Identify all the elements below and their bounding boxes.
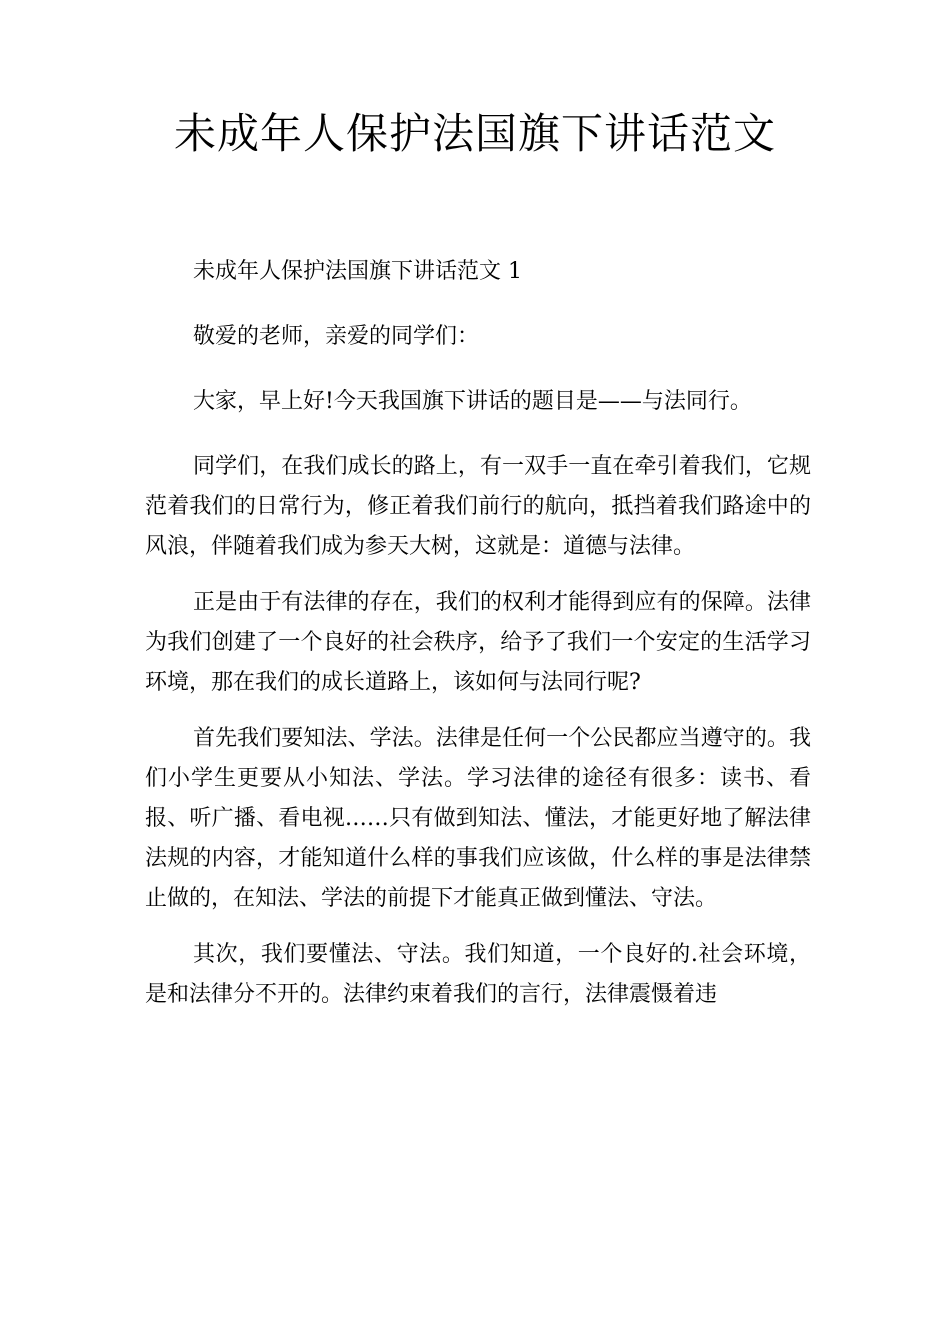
paragraph-greeting: 敬爱的老师，亲爱的同学们： bbox=[193, 324, 480, 349]
paragraph-body: 首先我们要知法、学法。法律是任何一个公民都应当遵守的。我们小学生更要从小知法、学法。学习法律的途径有很多：读书、看报、听广播、看电视……只有做到知法、懂法，才能更好地了解法律法规的内容，才能知道什么样的事我们应该做，什么样的事是法律禁止做的，在知法、学法的前提下才能真正做到懂法、守法。 bbox=[145, 726, 811, 911]
paragraph-body: 其次，我们要懂法、守法。我们知道，一个良好的.社会环境，是和法律分不开的。法律约束着我们的言行，法律震慑着违 bbox=[145, 942, 811, 1007]
document-title: 未成年人保护法国旗下讲话范文 bbox=[173, 109, 776, 158]
section-heading: 未成年人保护法国旗下讲话范文 1 bbox=[193, 259, 522, 284]
paragraph-intro: 大家，早上好!今天我国旗下讲话的题目是——与法同行。 bbox=[193, 389, 752, 414]
paragraph-body: 同学们，在我们成长的路上，有一双手一直在牵引着我们，它规范着我们的日常行为，修正着我们前行的航向，抵挡着我们路途中的风浪，伴随着我们成为参天大树，这就是：道德与法律。 bbox=[145, 454, 811, 559]
document-body bbox=[145, 252, 811, 1031]
paragraph-body: 正是由于有法律的存在，我们的权利才能得到应有的保障。法律为我们创建了一个良好的社会秩序，给予了我们一个安定的生活学习环境，那在我们的成长道路上，该如何与法同行呢? bbox=[145, 590, 811, 695]
